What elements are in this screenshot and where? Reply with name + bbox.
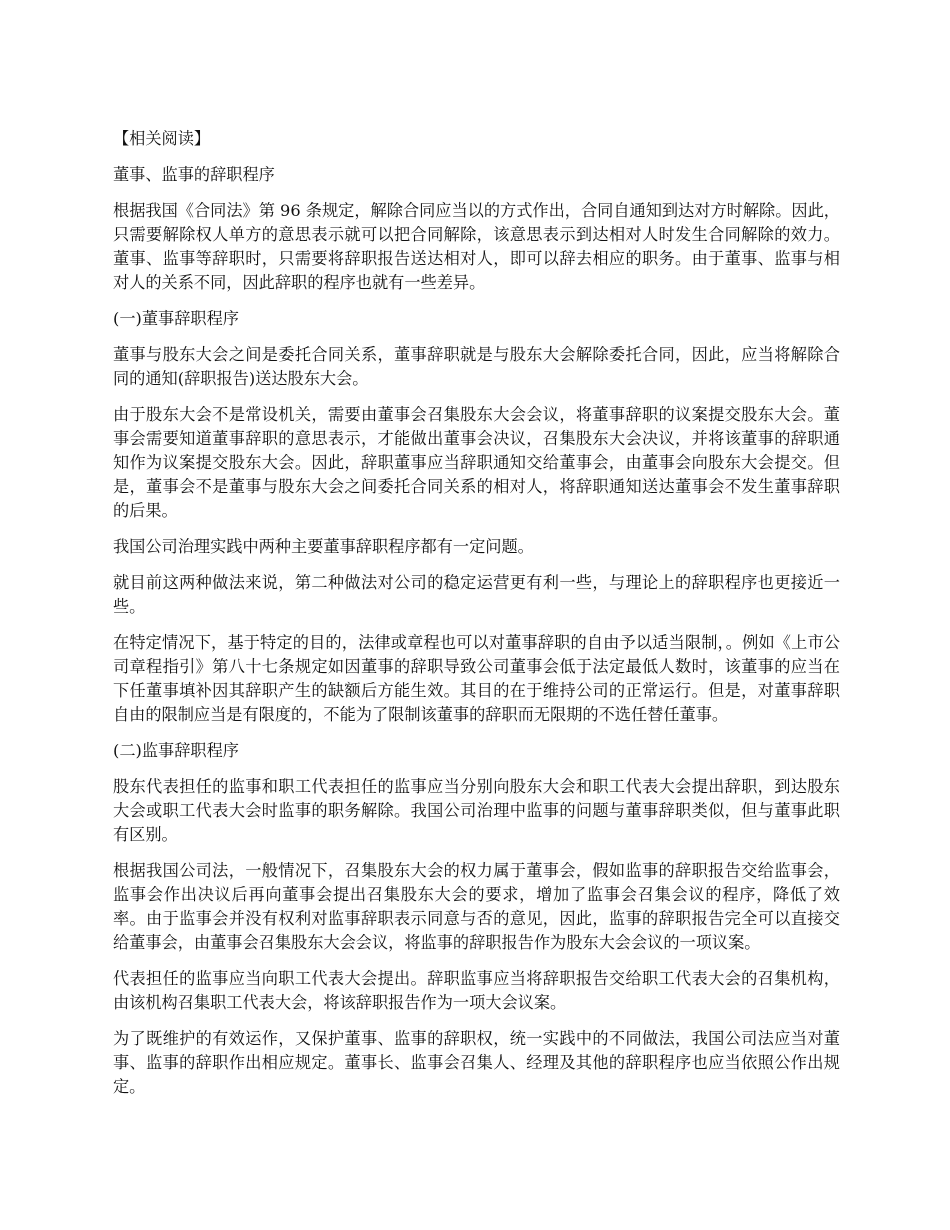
subheading-supervisor-resignation: (二)监事辞职程序 <box>113 741 239 760</box>
paragraph-conclusion: 为了既维护的有效运作，又保护董事、监事的辞职权，统一实践中的不同做法，我国公司法应当对董事、监事的辞职作出相应规定。董事长、监事会召集人、经理及其他的辞职程序也应当依照公作出规定。 <box>113 1029 840 1096</box>
paragraph-restrictions: 在特定情况下，基于特定的目的，法律或章程也可以对董事辞职的自由予以适当限制，。例如《上市公司章程指引》第八十七条规定如因董事的辞职导致公司董事会低于法定最低人数时，该董事的应当在下任董事填补因其辞职产生的缺额后方能生效。其目的在于维持公司的正常运行。但是，对董事辞职自由的限制应当是有限度的，不能为了限制该董事的辞职而无限期的不选任替任董事。 <box>113 633 840 724</box>
paragraph-practice-issues: 我国公司治理实践中两种主要董事辞职程序都有一定问题。 <box>113 537 534 556</box>
paragraph-company-law: 根据我国公司法，一般情况下，召集股东大会的权力属于董事会，假如监事的辞职报告交给监事会，监事会作出决议后再向董事会提出召集股东大会的要求，增加了监事会召集会议的程序，降低了效率。由于监事会并没有权利对监事辞职表示同意与否的意见，因此，监事的辞职报告完全可以直接交给董事会，由董事会召集股东大会会议，将监事的辞职报告作为股东大会会议的一项议案。 <box>113 861 840 952</box>
paragraph-director-relationship: 董事与股东大会之间是委托合同关系，董事辞职就是与股东大会解除委托合同，因此，应当将解除合同的通知(辞职报告)送达股东大会。 <box>113 345 840 388</box>
paragraph-employee-representatives: 代表担任的监事应当向职工代表大会提出。辞职监事应当将辞职报告交给职工代表大会的召集机构，由该机构召集职工代表大会，将该辞职报告作为一项大会议案。 <box>113 969 840 1012</box>
document-page <box>113 127 840 1111</box>
section-title: 董事、监事的辞职程序 <box>113 165 275 184</box>
related-reading-heading: 【相关阅读】 <box>113 129 211 148</box>
paragraph-contract-law: 根据我国《合同法》第 96 条规定，解除合同应当以的方式作出，合同自通知到达对方时解除。因此，只需要解除权人单方的意思表示就可以把合同解除，该意思表示到达相对人时发生合同解除的效力。董事、监事等辞职时，只需要将辞职报告送达相对人，即可以辞去相应的职务。由于董事、监事与相对人的关系不同，因此辞职的程序也就有一些差异。 <box>113 201 840 292</box>
paragraph-board-procedure: 由于股东大会不是常设机关，需要由董事会召集股东大会会议，将董事辞职的议案提交股东大会。董事会需要知道董事辞职的意思表示，才能做出董事会决议，召集股东大会决议，并将该董事的辞职通知作为议案提交股东大会。因此，辞职董事应当辞职通知交给董事会，由董事会向股东大会提交。但是，董事会不是董事与股东大会之间委托合同关系的相对人，将辞职通知送达董事会不发生董事辞职的后果。 <box>113 405 840 520</box>
paragraph-supervisor-representatives: 股东代表担任的监事和职工代表担任的监事应当分别向股东大会和职工代表大会提出辞职，到达股东大会或职工代表大会时监事的职务解除。我国公司治理中监事的问题与董事辞职类似，但与董事此职有区别。 <box>113 777 840 844</box>
paragraph-second-approach: 就目前这两种做法来说，第二种做法对公司的稳定运营更有利一些，与理论上的辞职程序也更接近一些。 <box>113 573 840 616</box>
subheading-director-resignation: (一)董事辞职程序 <box>113 309 239 328</box>
